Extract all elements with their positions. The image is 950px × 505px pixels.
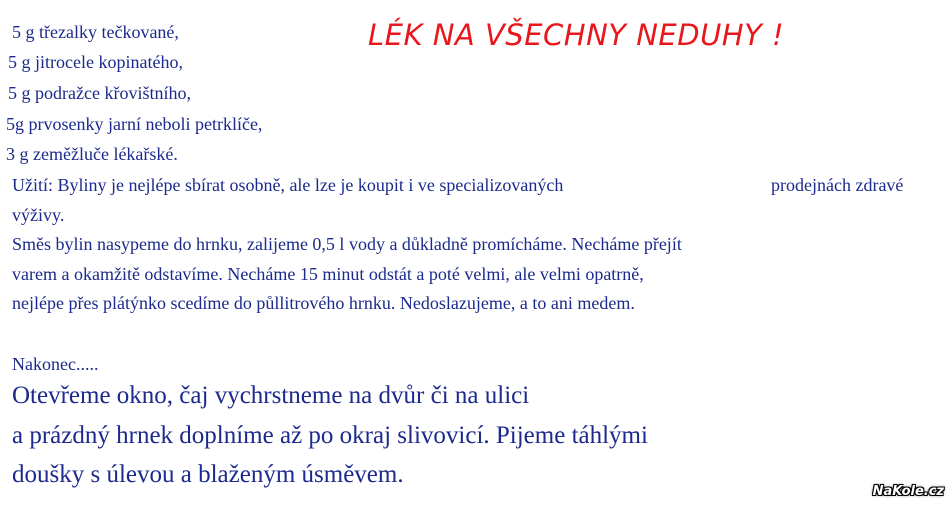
punchline-line: Otevřeme okno, čaj vychrstneme na dvůr či na ulici: [12, 382, 530, 409]
usage-line: Užití: Byliny je nejlépe sbírat osobně, ale lze je koupit i ve specializovaných: [12, 175, 564, 195]
instruction-line: varem a okamžitě odstavíme. Necháme 15 minut odstát a poté velmi, ale velmi opatrně,: [12, 264, 644, 284]
ingredient-line: 3 g zeměžluče lékařské.: [6, 144, 178, 164]
instruction-line: Směs bylin nasypeme do hrnku, zalijeme 0,5 l vody a důkladně promícháme. Necháme přejít: [12, 234, 682, 254]
ingredient-line: 5 g třezalky tečkované,: [12, 22, 179, 42]
site-watermark: NaKole.cz: [872, 484, 944, 499]
ingredient-line: 5 g podražce křovištního,: [8, 83, 191, 103]
ingredient-line: 5g prvosenky jarní neboli petrklíče,: [6, 114, 263, 134]
punchline-line: a prázdný hrnek doplníme až po okraj slivovicí. Pijeme táhlými: [12, 422, 648, 449]
punchline-line: doušky s úlevou a blaženým úsměvem.: [12, 461, 404, 488]
ingredient-line: 5 g jitrocele kopinatého,: [8, 52, 183, 72]
page-title: LÉK NA VŠECHNY NEDUHY !: [368, 18, 785, 52]
instruction-line: nejlépe přes plátýnko scedíme do půllitrového hrnku. Nedoslazujeme, a to ani medem.: [12, 293, 635, 313]
usage-line: výživy.: [12, 205, 65, 225]
usage-line-continued: prodejnách zdravé: [771, 175, 904, 195]
finally-label: Nakonec.....: [12, 354, 99, 374]
